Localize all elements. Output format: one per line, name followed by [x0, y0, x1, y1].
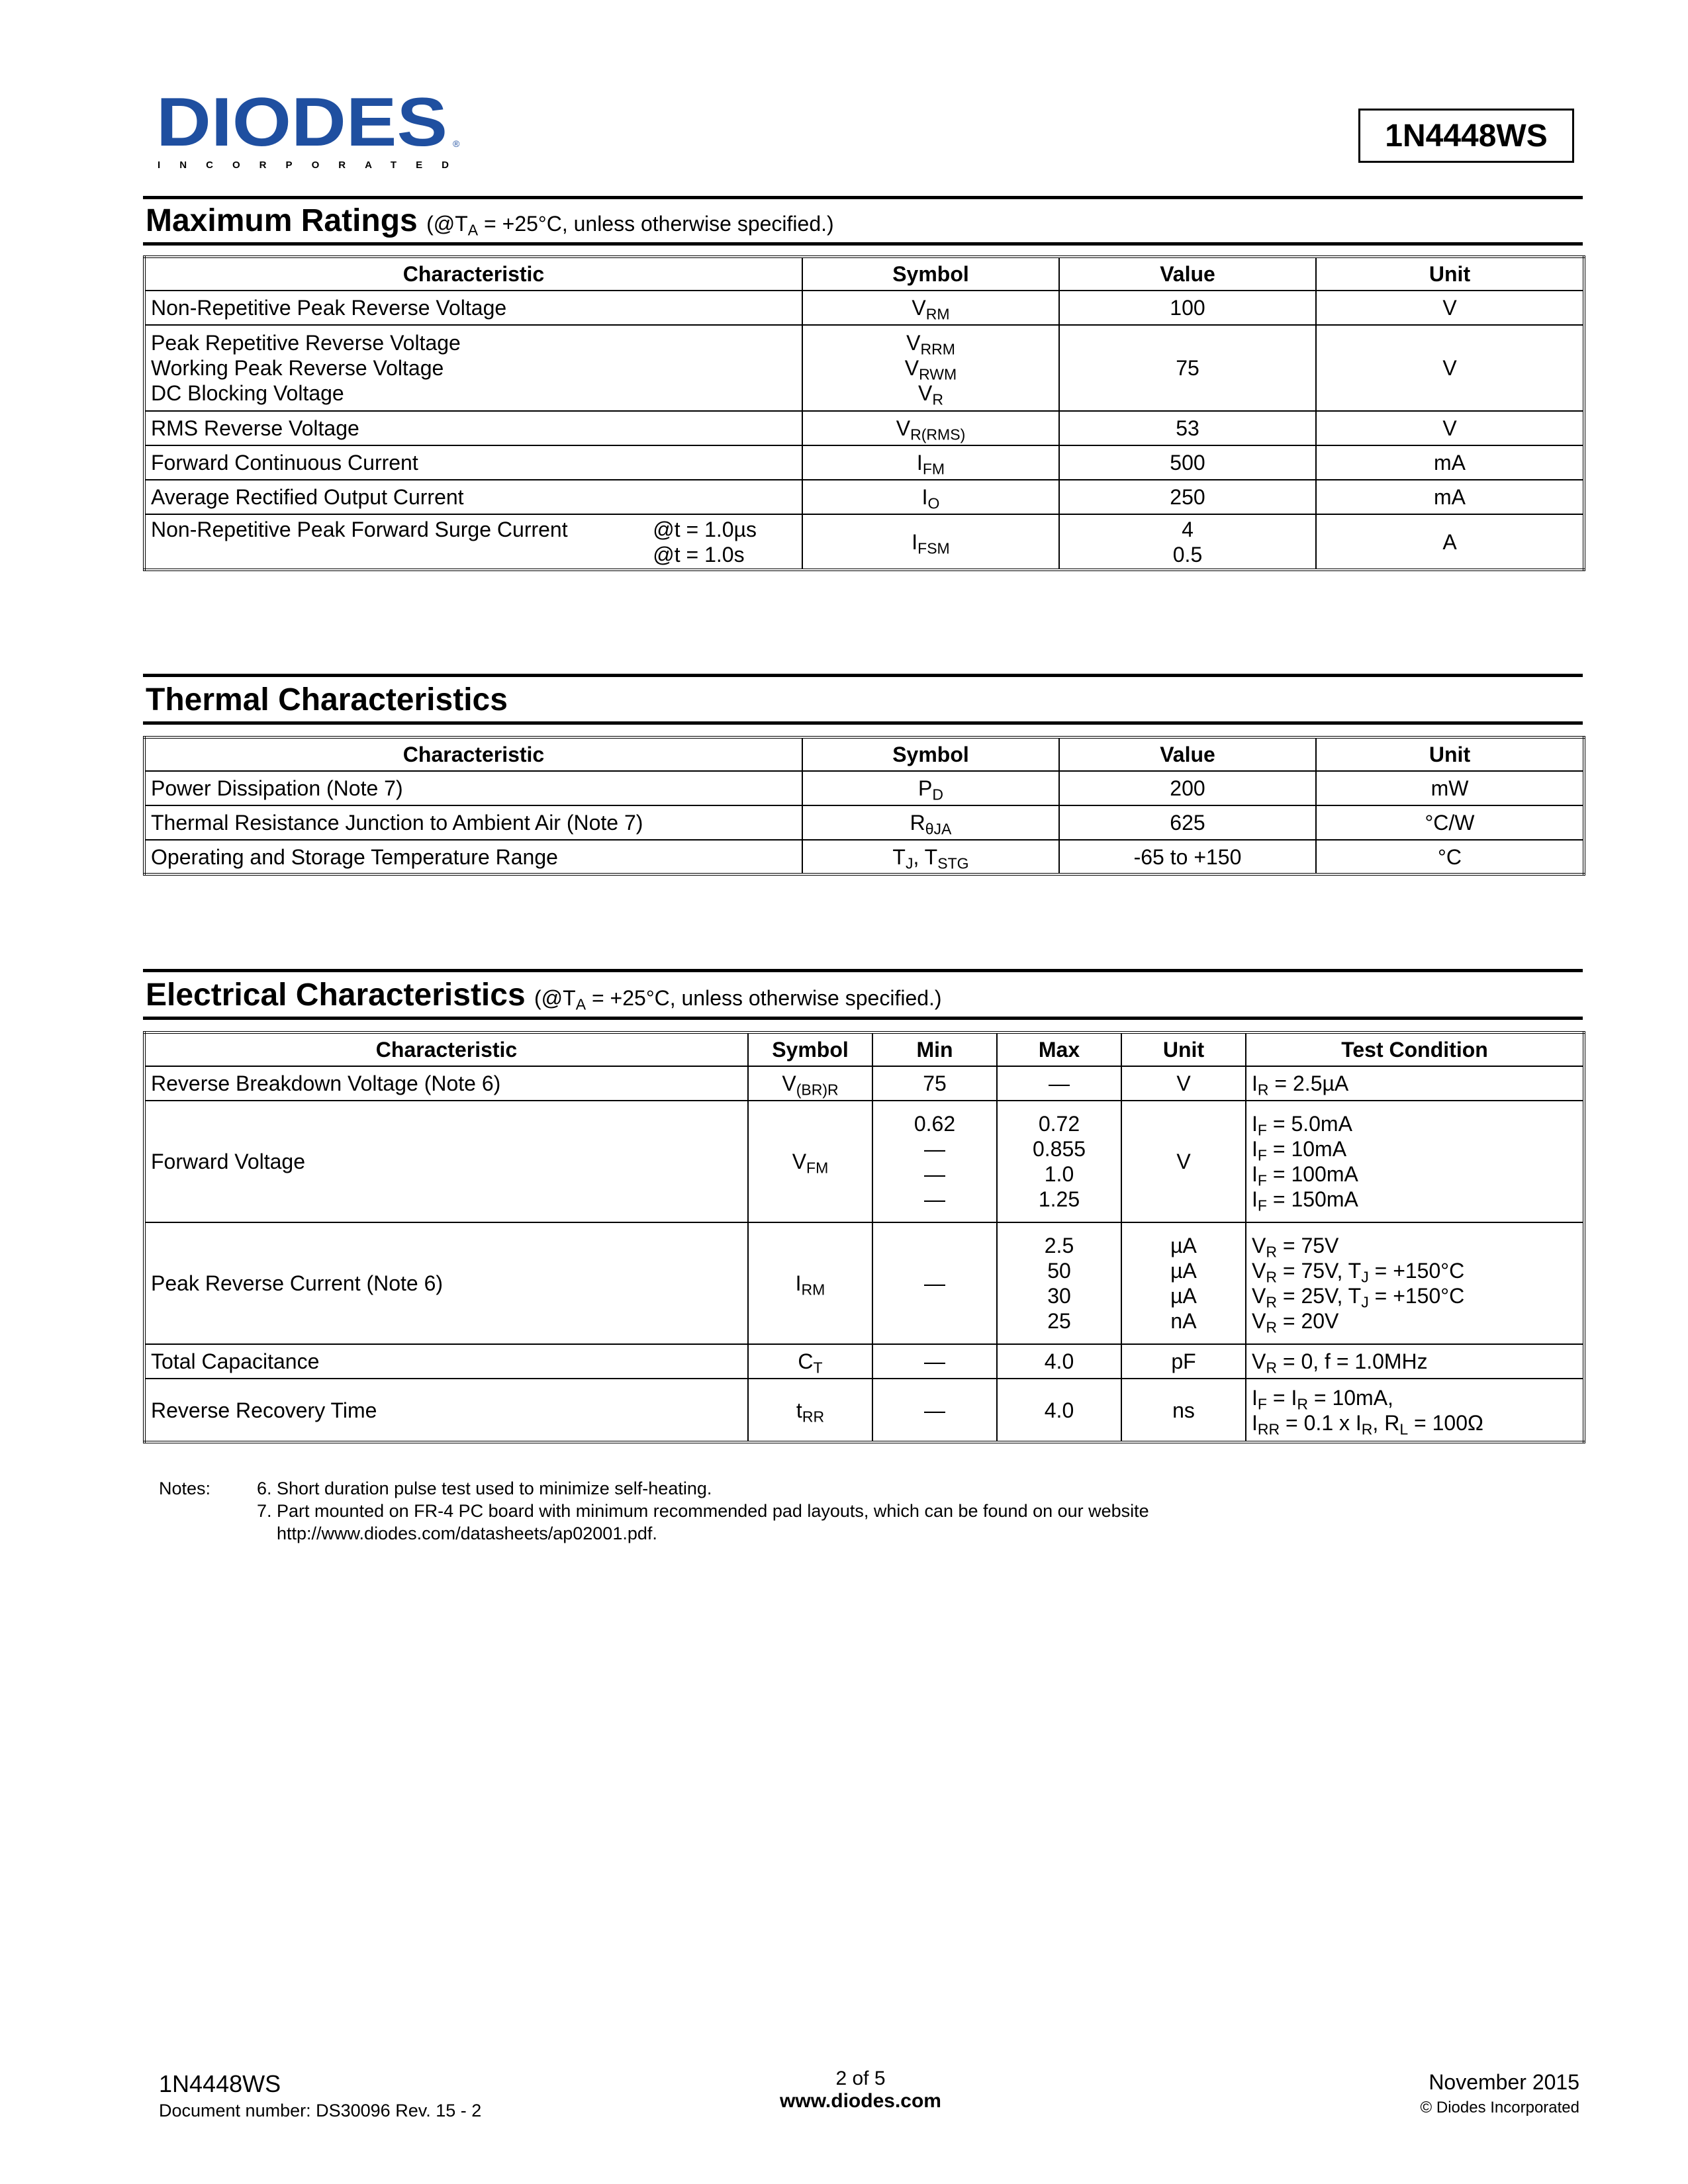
- max-cell: —: [997, 1066, 1121, 1101]
- max-ratings-condition: ($@T_A = +25^\circ C$, unless otherwise specified.): [426, 212, 834, 239]
- characteristic-cell: Thermal Resistance Junction to Ambient Air (Note 7): [144, 805, 802, 840]
- test-condition-cell: $I_R = 2.5\mu A$: [1246, 1066, 1584, 1101]
- column-header: Value: [1059, 257, 1316, 291]
- max-ratings-title: Maximum Ratings ($@T_A = +25^\circ C$, unless otherwise specified.): [146, 203, 834, 239]
- logo-subtext: INCORPORATED: [158, 159, 449, 171]
- value-cell: 250: [1059, 480, 1316, 514]
- test-condition-cell: $V_R = 0$, f = 1.0MHz: [1246, 1344, 1584, 1379]
- value-cell: 53: [1059, 411, 1316, 445]
- characteristic-cell: RMS Reverse Voltage: [144, 411, 802, 445]
- symbol-cell: $V_{RM}$: [802, 291, 1059, 325]
- header-row: [144, 257, 1584, 291]
- column-header: Min: [872, 1032, 997, 1066]
- note-6: 6. Short duration pulse test used to minimize self-heating.: [257, 1479, 712, 1498]
- column-header: Characteristic: [144, 257, 802, 291]
- min-cell: —: [872, 1344, 997, 1379]
- column-header: Test Condition: [1246, 1032, 1584, 1066]
- notes-label: Notes:: [159, 1479, 211, 1498]
- table-row: [144, 1344, 1584, 1379]
- characteristic-cell: Reverse Breakdown Voltage (Note 6): [144, 1066, 748, 1101]
- svg-text:®: ®: [453, 138, 460, 149]
- characteristic-cell: Non-Repetitive Peak Forward Surge Current @t = 1.0µs @t = 1.0s: [144, 514, 802, 570]
- characteristic-cell: Power Dissipation (Note 7): [144, 771, 802, 805]
- symbol-cell: $I_{FSM}$: [802, 514, 1059, 570]
- footer-part: 1N4448WS: [159, 2070, 281, 2097]
- part-number-box: [1358, 109, 1574, 163]
- min-cell: 75: [872, 1066, 997, 1101]
- unit-cell: °C/W: [1316, 805, 1584, 840]
- logo-wordmark: DIODES: [156, 91, 447, 161]
- symbol-cell: $P_D$: [802, 771, 1059, 805]
- notes: [159, 1477, 1284, 1550]
- website-link[interactable]: www.diodes.com: [780, 2090, 941, 2112]
- footer-doc-number: Document number: DS30096 Rev. 15 - 2: [159, 2101, 482, 2120]
- max-ratings-table: [143, 255, 1585, 571]
- characteristic-cell: Operating and Storage Temperature Range: [144, 840, 802, 874]
- characteristic-cell: Forward Voltage: [144, 1101, 748, 1222]
- table-row: [144, 805, 1584, 840]
- unit-cell: V: [1316, 411, 1584, 445]
- unit-cell: A: [1316, 514, 1584, 570]
- value-cell: 500: [1059, 445, 1316, 480]
- column-header: Unit: [1316, 737, 1584, 771]
- table-row: [144, 411, 1584, 445]
- max-cell: 4.0: [997, 1379, 1121, 1442]
- footer-date: November 2015: [1429, 2070, 1579, 2094]
- unit-cell: ns: [1121, 1379, 1246, 1442]
- max-cell: 2.5 50 30 25: [997, 1222, 1121, 1344]
- column-header: Unit: [1316, 257, 1584, 291]
- footer-middle: [728, 2068, 993, 2113]
- value-cell: 75: [1059, 325, 1316, 411]
- value-cell: -65 to +150: [1059, 840, 1316, 874]
- column-header: Symbol: [802, 257, 1059, 291]
- thermal-title: Thermal Characteristics: [146, 682, 508, 717]
- table-row: [144, 445, 1584, 480]
- unit-cell: V: [1316, 291, 1584, 325]
- note-7-url: http://www.diodes.com/datasheets/ap02001.pdf.: [277, 1524, 657, 1543]
- max-cell: 0.72 0.855 1.0 1.25: [997, 1101, 1121, 1222]
- min-cell: —: [872, 1379, 997, 1442]
- table-row: [144, 771, 1584, 805]
- symbol-cell: $I_{FM}$: [802, 445, 1059, 480]
- characteristic-cell: Non-Repetitive Peak Reverse Voltage: [144, 291, 802, 325]
- table-row: [144, 325, 1584, 411]
- section-rule: [143, 242, 1583, 246]
- footer-copyright: © Diodes Incorporated: [1420, 2099, 1579, 2116]
- characteristic-cell: Reverse Recovery Time: [144, 1379, 748, 1442]
- min-cell: —: [872, 1222, 997, 1344]
- section-rule: [143, 196, 1583, 199]
- column-header: Unit: [1121, 1032, 1246, 1066]
- min-cell: 0.62 — — —: [872, 1101, 997, 1222]
- table-row: [144, 291, 1584, 325]
- test-condition-cell: $I_F = I_R = 10mA$, $I_{RR} = 0.1$ x $I_R$, $R_L = 100\Omega$: [1246, 1379, 1584, 1442]
- part-number: 1N4448WS: [1385, 118, 1548, 154]
- symbol-cell: $R_{\theta JA}$: [802, 805, 1059, 840]
- footer-left: [159, 2070, 481, 2121]
- characteristic-cell: Forward Continuous Current: [144, 445, 802, 480]
- table-row: [144, 1101, 1584, 1222]
- table-row: [144, 480, 1584, 514]
- unit-cell: mW: [1316, 771, 1584, 805]
- table-row: [144, 1066, 1584, 1101]
- column-header: Value: [1059, 737, 1316, 771]
- characteristic-cell: Total Capacitance: [144, 1344, 748, 1379]
- page-number: 2 of 5: [835, 2068, 886, 2089]
- value-cell: 200: [1059, 771, 1316, 805]
- symbol-cell: $C_T$: [748, 1344, 872, 1379]
- unit-cell: °C: [1316, 840, 1584, 874]
- symbol-cell: $V_{RRM}$ $V_{RWM}$ $V_R$: [802, 325, 1059, 411]
- symbol-cell: $I_{RM}$: [748, 1222, 872, 1344]
- electrical-condition: ($@T_A = +25^\circ C$, unless otherwise specified.): [534, 986, 942, 1013]
- header-row: [144, 1032, 1584, 1066]
- diodes-logo: [156, 91, 461, 174]
- characteristic-cell: Peak Repetitive Reverse Voltage Working Peak Reverse Voltage DC Blocking Voltage: [144, 325, 802, 411]
- unit-cell: pF: [1121, 1344, 1246, 1379]
- unit-cell: V: [1121, 1066, 1246, 1101]
- test-condition-cell: $V_R = 75V$ $V_R = 75V$, $T_J = +150^\circ C$ $V_R = 25V$, $T_J = +150^\circ C$ $V_R = 20V$: [1246, 1222, 1584, 1344]
- symbol-cell: $V_{FM}$: [748, 1101, 872, 1222]
- symbol-cell: $T_J$, $T_{STG}$: [802, 840, 1059, 874]
- unit-cell: mA: [1316, 445, 1584, 480]
- symbol-cell: $V_{R(RMS)}$: [802, 411, 1059, 445]
- characteristic-cell: Peak Reverse Current (Note 6): [144, 1222, 748, 1344]
- thermal-table: [143, 736, 1585, 876]
- section-rule: [143, 721, 1583, 725]
- value-cell: 625: [1059, 805, 1316, 840]
- table-row: [144, 840, 1584, 874]
- characteristic-cell: Average Rectified Output Current: [144, 480, 802, 514]
- unit-cell: V: [1121, 1101, 1246, 1222]
- symbol-cell: $t_{RR}$: [748, 1379, 872, 1442]
- unit-cell: V: [1316, 325, 1584, 411]
- value-cell: 4 0.5: [1059, 514, 1316, 570]
- test-condition-cell: $I_F = 5.0mA$ $I_F = 10mA$ $I_F = 100mA$ $I_F = 150mA$: [1246, 1101, 1584, 1222]
- column-header: Characteristic: [144, 1032, 748, 1066]
- section-rule: [143, 969, 1583, 972]
- note-7: 7. Part mounted on FR-4 PC board with minimum recommended pad layouts, which can be found on our website: [257, 1501, 1149, 1521]
- section-rule: [143, 674, 1583, 677]
- max-cell: 4.0: [997, 1344, 1121, 1379]
- column-header: Max: [997, 1032, 1121, 1066]
- section-rule: [143, 1017, 1583, 1020]
- symbol-cell: $I_O$: [802, 480, 1059, 514]
- table-row: [144, 514, 1584, 570]
- table-row: [144, 1379, 1584, 1442]
- value-cell: 100: [1059, 291, 1316, 325]
- footer-right: [1421, 2070, 1579, 2117]
- column-header: Characteristic: [144, 737, 802, 771]
- electrical-title: Electrical Characteristics ($@T_A = +25^\circ C$, unless otherwise specified.): [146, 978, 942, 1013]
- electrical-table: [143, 1031, 1585, 1443]
- header-row: [144, 737, 1584, 771]
- column-header: Symbol: [748, 1032, 872, 1066]
- unit-cell: µA µA µA nA: [1121, 1222, 1246, 1344]
- column-header: Symbol: [802, 737, 1059, 771]
- unit-cell: mA: [1316, 480, 1584, 514]
- table-row: [144, 1222, 1584, 1344]
- symbol-cell: $V_{(BR)R}$: [748, 1066, 872, 1101]
